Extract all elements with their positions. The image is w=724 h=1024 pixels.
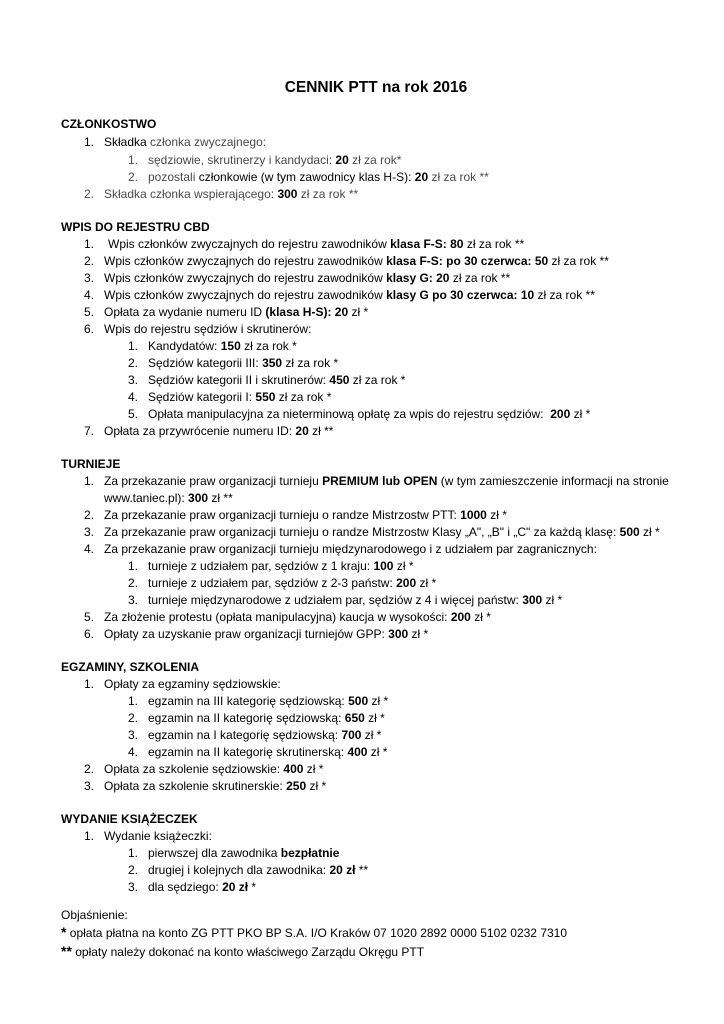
- item-price: 300: [522, 593, 543, 607]
- item-number: 1.: [127, 846, 138, 860]
- item-price: 300: [188, 491, 209, 505]
- item-price: 300: [388, 627, 409, 641]
- item-price: 500: [348, 694, 369, 708]
- item-price: bezpłatnie: [280, 846, 340, 860]
- item-number: 3.: [127, 593, 138, 607]
- item-text: Sędziów kategorii I:: [148, 390, 256, 404]
- item-number: 3.: [127, 880, 138, 894]
- item-text: dla sędziego:: [148, 880, 223, 894]
- item-number: 3.: [127, 728, 138, 742]
- item-number: 2.: [83, 508, 94, 522]
- item-text: Wpis członków zwyczajnych do rejestru zawodników: [108, 237, 391, 251]
- item-suffix: zł za rok *: [275, 390, 332, 404]
- item-number: 3.: [127, 373, 138, 387]
- item-price: 20 zł: [222, 880, 249, 894]
- item-text: turnieje z udziałem par, sędziów z 1 kraju:: [148, 559, 374, 573]
- item-suffix: zł za rok *: [349, 373, 406, 387]
- item-price: 100: [373, 559, 394, 573]
- item-text: Sędziów kategorii III:: [148, 356, 263, 370]
- item-number: 4.: [127, 390, 138, 404]
- item-price: (klasa H-S): 20: [265, 305, 349, 319]
- item-number: 2.: [83, 187, 94, 201]
- item-price: 200: [450, 610, 471, 624]
- item-number: 1.: [127, 339, 138, 353]
- item-number: 2.: [127, 711, 138, 725]
- item-text: www.taniec.pl):: [104, 491, 189, 505]
- item-text: Wpis członków zwyczajnych do rejestru zawodników: [104, 271, 387, 285]
- item-suffix: zł **: [308, 424, 334, 438]
- item-text: Za przekazanie praw organizacji turnieju międzynarodowego i z udziałem par zagranicznych:: [104, 542, 597, 556]
- item-text: Za przekazanie praw organizacji turnieju o randze Mistrzostw PTT:: [104, 508, 461, 522]
- page-title: CENNIK PTT na rok 2016: [284, 79, 468, 96]
- item-price: 300: [277, 187, 298, 201]
- item-text: egzamin na I kategorię sędziowską:: [148, 728, 342, 742]
- item-text: Za złożenie protestu (opłata manipulacyjna) kaucja w wysokości:: [104, 610, 451, 624]
- item-suffix: zł *: [486, 508, 507, 522]
- item-number: 1.: [83, 829, 94, 843]
- item-text: Wydanie książeczki:: [104, 829, 212, 843]
- item-suffix: **: [355, 863, 369, 877]
- item-number: 1.: [127, 694, 138, 708]
- item-suffix: zł za rok *: [240, 339, 297, 353]
- item-suffix: zł *: [367, 745, 388, 759]
- note-2: [61, 944, 424, 959]
- section-heading-turnieje: TURNIEJE: [61, 457, 121, 471]
- section-heading-wpis: WPIS DO REJESTRU CBD: [61, 220, 210, 234]
- item-number: 2.: [83, 254, 94, 268]
- item-number: 2.: [127, 356, 138, 370]
- item-number: 3.: [83, 779, 94, 793]
- item-price: klasa F-S: 80: [390, 237, 464, 251]
- item-suffix: zł *: [542, 593, 563, 607]
- item-suffix: zł za rok **: [297, 187, 359, 201]
- item-number: 1.: [83, 237, 94, 251]
- item-suffix: zł **: [208, 491, 233, 505]
- item-price: 200: [550, 407, 571, 421]
- item-text: Wpis członków zwyczajnych do rejestru zawodników: [104, 254, 387, 268]
- item-text: Kandydatów:: [148, 339, 221, 353]
- item-text: członka zwyczajnego:: [150, 135, 267, 149]
- note-text: opłaty należy dokonać na konto właściwego Zarządu Okręgu PTT: [71, 945, 425, 959]
- item-number: 4.: [83, 288, 94, 302]
- item-text: Opłata za szkolenie sędziowskie:: [104, 762, 284, 776]
- item-number: 5.: [127, 407, 138, 421]
- item-text: Opłata za wydanie numeru ID: [104, 305, 266, 319]
- item-text: egzamin na II kategorię sędziowską:: [148, 711, 345, 725]
- item-number: 6.: [83, 627, 94, 641]
- item-text: pierwszej dla zawodnika: [148, 846, 281, 860]
- item-suffix: zł *: [306, 779, 327, 793]
- item-number: 2.: [127, 576, 138, 590]
- item-text: Opłaty za egzaminy sędziowskie:: [104, 677, 281, 691]
- item-number: 2.: [127, 170, 138, 184]
- item-suffix: zł *: [348, 305, 369, 319]
- item-number: 1.: [127, 559, 138, 573]
- notes-heading: Objaśnienie:: [61, 908, 128, 922]
- item-suffix: zł *: [570, 407, 591, 421]
- item-number: 5.: [83, 610, 94, 624]
- item-text: członkowie (w tym zawodnicy klas H-S):: [198, 170, 415, 184]
- item-price: 20: [295, 424, 309, 438]
- note-marker: **: [61, 943, 72, 959]
- item-suffix: zł *: [393, 559, 414, 573]
- item-text: sędziowie, skrutinerzy i kandydaci:: [148, 153, 336, 167]
- item-suffix: zł *: [408, 627, 429, 641]
- section-heading-ksiazeczki: WYDANIE KSIĄŻECZEK: [61, 812, 198, 826]
- item-suffix: zł za rok **: [548, 254, 609, 268]
- item-number: 4.: [83, 542, 94, 556]
- item-number: 1.: [83, 677, 94, 691]
- item-text: drugiej i kolejnych dla zawodnika:: [148, 863, 330, 877]
- item-number: 2.: [127, 863, 138, 877]
- item-text: Wpis członków zwyczajnych do rejestru zawodników: [104, 288, 387, 302]
- item-text: turnieje z udziałem par, sędziów z 2-3 państw:: [148, 576, 397, 590]
- item-price: 650: [344, 711, 365, 725]
- item-highlight: PREMIUM lub OPEN: [322, 474, 438, 488]
- item-number: 2.: [83, 762, 94, 776]
- item-price: 700: [341, 728, 362, 742]
- section-heading-czlonkostwo: CZŁONKOSTWO: [61, 117, 157, 131]
- item-price: 250: [286, 779, 307, 793]
- item-text: pozostali: [148, 170, 199, 184]
- item-number: 4.: [127, 745, 138, 759]
- item-text: egzamin na II kategorię skrutinerską:: [148, 745, 348, 759]
- item-number: 3.: [83, 525, 94, 539]
- note-1: [61, 925, 567, 940]
- item-suffix: zł za rok **: [463, 237, 525, 251]
- item-text: Składka: [104, 135, 151, 149]
- item-number: 6.: [83, 322, 94, 336]
- item-text: Opłaty za uzyskanie praw organizacji turniejów GPP:: [104, 627, 389, 641]
- item-suffix: zł *: [470, 610, 491, 624]
- item-text: Za przekazanie praw organizacji turnieju o randze Mistrzostw Klasy „A", „B" i „C" za każdą klasę:: [104, 525, 620, 539]
- item-text: turnieje międzynarodowe z udziałem par, sędziów z 4 i więcej państw:: [148, 593, 523, 607]
- item-number: 3.: [83, 271, 94, 285]
- item-text: Sędziów kategorii II i skrutinerów:: [148, 373, 330, 387]
- item-price: 350: [262, 356, 283, 370]
- item-price: 400: [283, 762, 304, 776]
- item-number: 1.: [127, 153, 138, 167]
- item-suffix: zł *: [364, 711, 385, 725]
- item-price: 450: [329, 373, 350, 387]
- item-text: Za przekazanie praw organizacji turnieju: [104, 474, 323, 488]
- item-price: 200: [396, 576, 417, 590]
- item-price: 1000: [460, 508, 487, 522]
- item-suffix: zł za rok **: [428, 170, 489, 184]
- item-suffix: zł *: [368, 694, 389, 708]
- item-suffix: zł za rok *: [282, 356, 339, 370]
- item-suffix: zł *: [639, 525, 660, 539]
- item-suffix: zł za rok **: [534, 288, 595, 302]
- item-suffix: zł *: [303, 762, 324, 776]
- note-text: opłata płatna na konto ZG PTT PKO BP S.A. I/O Kraków 07 1020 2892 0000 5102 0232 7310: [66, 926, 568, 940]
- item-number: 1.: [83, 474, 94, 488]
- item-price: klasy G po 30 czerwca: 10: [386, 288, 535, 302]
- item-price: 150: [220, 339, 241, 353]
- item-price: 500: [619, 525, 640, 539]
- item-text: Wpis do rejestru sędziów i skrutinerów:: [104, 322, 312, 336]
- item-text: egzamin na III kategorię sędziowską:: [148, 694, 349, 708]
- item-text: Opłata za szkolenie skrutinerskie:: [104, 779, 287, 793]
- item-suffix: zł za rok*: [348, 153, 402, 167]
- item-price: 20: [414, 170, 429, 184]
- item-suffix: zł za rok **: [449, 271, 511, 285]
- item-number: 5.: [83, 305, 94, 319]
- item-price: 550: [255, 390, 276, 404]
- item-text: Składka członka wspierającego:: [104, 187, 278, 201]
- item-text: (w tym zamieszczenie informacji na stronie: [437, 474, 669, 488]
- item-price: klasa F-S: po 30 czerwca: 50: [386, 254, 549, 268]
- item-number: 7.: [83, 424, 94, 438]
- item-price: 400: [347, 745, 368, 759]
- item-suffix: *: [248, 880, 257, 894]
- item-price: 20 zł: [329, 863, 356, 877]
- note-marker: *: [61, 924, 67, 940]
- section-heading-egzaminy: EGZAMINY, SZKOLENIA: [61, 660, 200, 674]
- item-price: 20: [335, 153, 349, 167]
- item-text: Opłata manipulacyjna za nieterminową opłatę za wpis do rejestru sędziów:: [148, 407, 551, 421]
- item-price: klasy G: 20: [386, 271, 450, 285]
- item-suffix: zł *: [361, 728, 382, 742]
- item-number: 1.: [83, 135, 94, 149]
- item-suffix: zł *: [416, 576, 437, 590]
- item-text: Opłata za przywrócenie numeru ID:: [104, 424, 296, 438]
